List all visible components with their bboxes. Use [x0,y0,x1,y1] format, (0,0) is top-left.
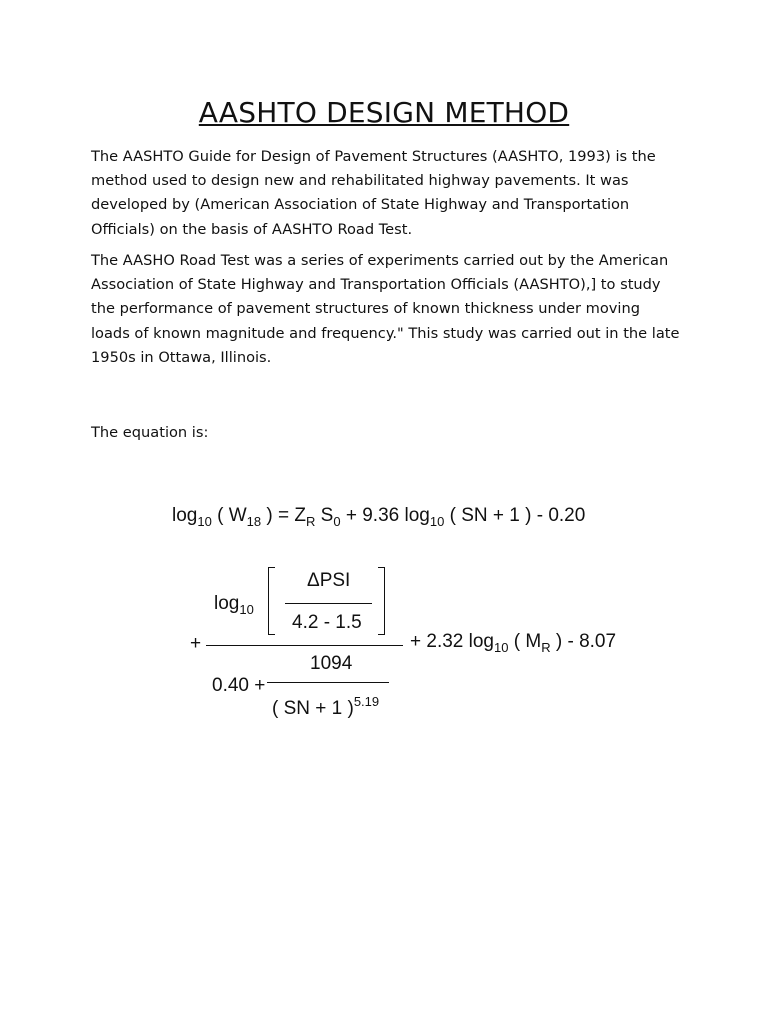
eq-sub: R [306,514,316,529]
eq-sub: 10 [429,514,445,529]
eq-text: ) = Z [261,505,306,526]
eq-tail [410,631,616,655]
eq-text: + 2.32 log [410,631,494,652]
equation-line-1 [172,505,585,529]
eq-log-bracket [214,593,254,617]
paragraph-aasho-road-test: The AASHO Road Test was a series of experiments carried out by the American Association of State Highway and Transportation Officials (AASHTO),] to study the performance of pavement structures of known thickness under moving loads of known magnitude and frequency." This study was carried out in the late 1950s in Ottawa, Illinois. [91,252,680,366]
psi-denominator: 4.2 - 1.5 [292,612,362,633]
eq-text: S [315,505,334,526]
eq-sub: 10 [494,640,509,655]
eq-1094: 1094 [310,653,353,674]
document-title: AASHTO DESIGN METHOD [198,96,570,129]
eq-text: ) - 8.07 [550,631,617,652]
eq-sub: R [541,640,551,655]
dpsi-numerator: ΔPSI [307,570,351,591]
eq-sub: 10 [239,602,254,617]
eq-log: log [172,505,198,526]
main-fraction-bar [206,645,403,646]
paragraph-equation-intro: The equation is: [91,424,209,441]
eq-text: + 9.36 log [340,505,430,526]
eq-log: log [214,593,240,614]
eq-text: ( W [217,505,247,526]
eq-040: 0.40 + [212,675,266,696]
right-bracket [378,567,385,635]
paragraph-aashto-guide: The AASHTO Guide for Design of Pavement Structures (AASHTO, 1993) is the method used to design new and rehabilitated highway pavements. It was developed by (American Association of State Highway and Transportation Officials) on the basis of AASHTO Road Test. [91,148,656,238]
eq-sn-power [272,694,379,720]
eq-text: ( M [508,631,542,652]
left-bracket [268,567,275,635]
eq-sub: 0 [333,514,341,529]
psi-fraction-bar [285,603,372,604]
eq-sub: 18 [246,514,262,529]
eq-sub: 10 [197,514,212,529]
eq-text: ( SN + 1 ) - 0.20 [444,505,586,526]
eq-sup: 5.19 [353,694,380,709]
eq-text: ( SN + 1 ) [272,698,354,719]
denominator-fraction-bar [267,682,389,683]
eq-plus-sign: + [190,633,202,654]
